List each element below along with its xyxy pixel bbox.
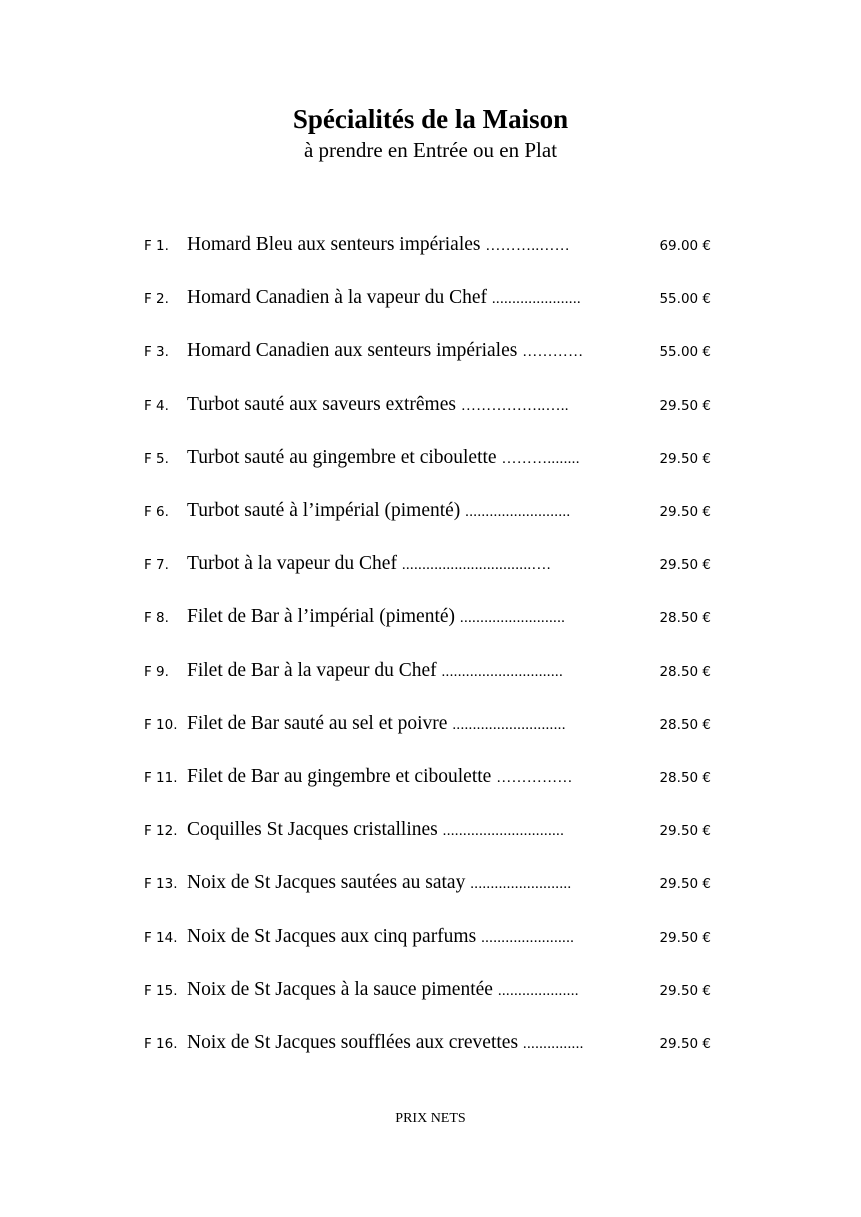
dish-name: Filet de Bar à la vapeur du Chef	[187, 659, 437, 681]
dish-line	[187, 552, 551, 577]
dish-line	[187, 446, 580, 471]
menu-item	[0, 552, 861, 578]
dish-line	[187, 1031, 584, 1056]
dot-leader: ....................	[497, 982, 579, 999]
dish-line	[187, 765, 573, 790]
dish-line	[187, 393, 569, 418]
menu-item	[0, 499, 861, 525]
dish-name: Homard Canadien à la vapeur du Chef	[187, 287, 487, 309]
dot-leader: ………..……	[485, 238, 570, 254]
item-code: F 3.	[144, 344, 169, 361]
item-price: 28.50 €	[659, 716, 711, 733]
dot-leader: ............................	[452, 716, 566, 733]
dish-name: Turbot sauté à l’impérial (pimenté)	[187, 500, 461, 521]
dish-name: Turbot sauté aux saveurs extrêmes	[187, 393, 456, 415]
item-code: F 2.	[144, 291, 169, 308]
page-subtitle: à prendre en Entrée ou en Plat	[303, 138, 558, 162]
dish-name: Turbot sauté au gingembre et ciboulette	[187, 446, 497, 468]
item-code: F 6.	[144, 504, 169, 520]
dot-leader: ..........................	[465, 504, 571, 520]
menu-item	[0, 978, 861, 1004]
item-price: 55.00 €	[659, 291, 711, 308]
dot-leader: .........................	[470, 876, 572, 893]
dish-name: Filet de Bar sauté au sel et poivre	[187, 712, 448, 734]
menu-item	[0, 393, 861, 419]
dish-line	[187, 712, 566, 737]
item-price: 29.50 €	[659, 397, 711, 414]
dish-name: Homard Bleu aux senteurs impériales	[187, 234, 481, 255]
footer-note: PRIX NETS	[395, 1111, 466, 1126]
menu-item	[0, 286, 861, 312]
dot-leader: ……………..…..	[460, 397, 569, 414]
dot-leader: .......................	[481, 929, 575, 946]
dish-name: Noix de St Jacques soufflées aux crevettes	[187, 1032, 519, 1053]
item-code: F 16.	[144, 1036, 178, 1052]
dish-name: Filet de Bar à l’impérial (pimenté)	[187, 606, 456, 628]
dish-line	[187, 339, 583, 364]
item-code: F 12.	[144, 823, 178, 840]
item-code: F 8.	[144, 610, 169, 627]
dot-leader: ...............	[522, 1036, 584, 1052]
dot-leader: ………........	[501, 450, 580, 467]
item-code: F 7.	[144, 557, 169, 574]
dish-line	[187, 659, 563, 684]
dish-name: Noix de St Jacques aux cinq parfums	[187, 925, 477, 947]
dot-leader: ..............................	[442, 823, 565, 840]
item-price: 29.50 €	[659, 504, 711, 520]
dish-name: Noix de St Jacques à la sauce pimentée	[187, 978, 493, 1000]
page-title: Spécialités de la Maison	[292, 104, 569, 134]
dot-leader: …………	[522, 344, 584, 361]
dot-leader: ..........................	[459, 610, 566, 627]
dish-line	[187, 605, 565, 630]
dot-leader: ……………	[496, 770, 573, 786]
item-code: F 15.	[144, 982, 178, 999]
menu-item	[0, 1031, 861, 1057]
item-price: 29.50 €	[659, 929, 711, 946]
menu-item	[0, 605, 861, 631]
item-code: F 11.	[144, 770, 178, 786]
item-code: F 14.	[144, 929, 178, 946]
item-price: 69.00 €	[659, 238, 711, 254]
dish-name: Noix de St Jacques sautées au satay	[187, 872, 466, 894]
menu-item	[0, 233, 861, 259]
item-code: F 5.	[144, 450, 169, 467]
dish-name: Homard Canadien aux senteurs impériales	[187, 340, 518, 362]
dish-line	[187, 499, 570, 524]
item-price: 29.50 €	[659, 876, 711, 893]
dish-name: Coquilles St Jacques cristallines	[187, 819, 438, 841]
dot-leader: ..............................	[441, 663, 563, 680]
item-price: 28.50 €	[659, 663, 711, 680]
item-price: 29.50 €	[659, 823, 711, 840]
item-price: 28.50 €	[659, 770, 711, 786]
dish-name: Filet de Bar au gingembre et ciboulette	[187, 766, 492, 787]
item-code: F 13.	[144, 876, 178, 893]
menu-item	[0, 712, 861, 738]
dish-line	[187, 871, 571, 896]
item-code: F 9.	[144, 663, 169, 680]
dish-line	[187, 978, 579, 1003]
item-price: 29.50 €	[659, 450, 711, 467]
item-code: F 4.	[144, 397, 169, 414]
menu-item	[0, 765, 861, 791]
dish-line	[187, 286, 581, 311]
item-price: 29.50 €	[659, 982, 711, 999]
dish-line	[187, 925, 574, 950]
item-code: F 10.	[144, 716, 178, 733]
item-price: 29.50 €	[659, 1036, 711, 1052]
menu-item	[0, 818, 861, 844]
dish-line	[187, 233, 570, 258]
item-price: 55.00 €	[659, 344, 711, 361]
dish-name: Turbot à la vapeur du Chef	[187, 553, 397, 575]
dish-line	[187, 818, 564, 843]
item-price: 29.50 €	[659, 557, 711, 574]
dot-leader: ................................….	[401, 557, 551, 574]
menu-item	[0, 925, 861, 951]
dot-leader: ......................	[491, 291, 581, 308]
menu-item	[0, 871, 861, 897]
menu-item	[0, 339, 861, 365]
item-price: 28.50 €	[659, 610, 711, 627]
item-code: F 1.	[144, 238, 169, 254]
menu-item	[0, 659, 861, 685]
menu-item	[0, 446, 861, 472]
